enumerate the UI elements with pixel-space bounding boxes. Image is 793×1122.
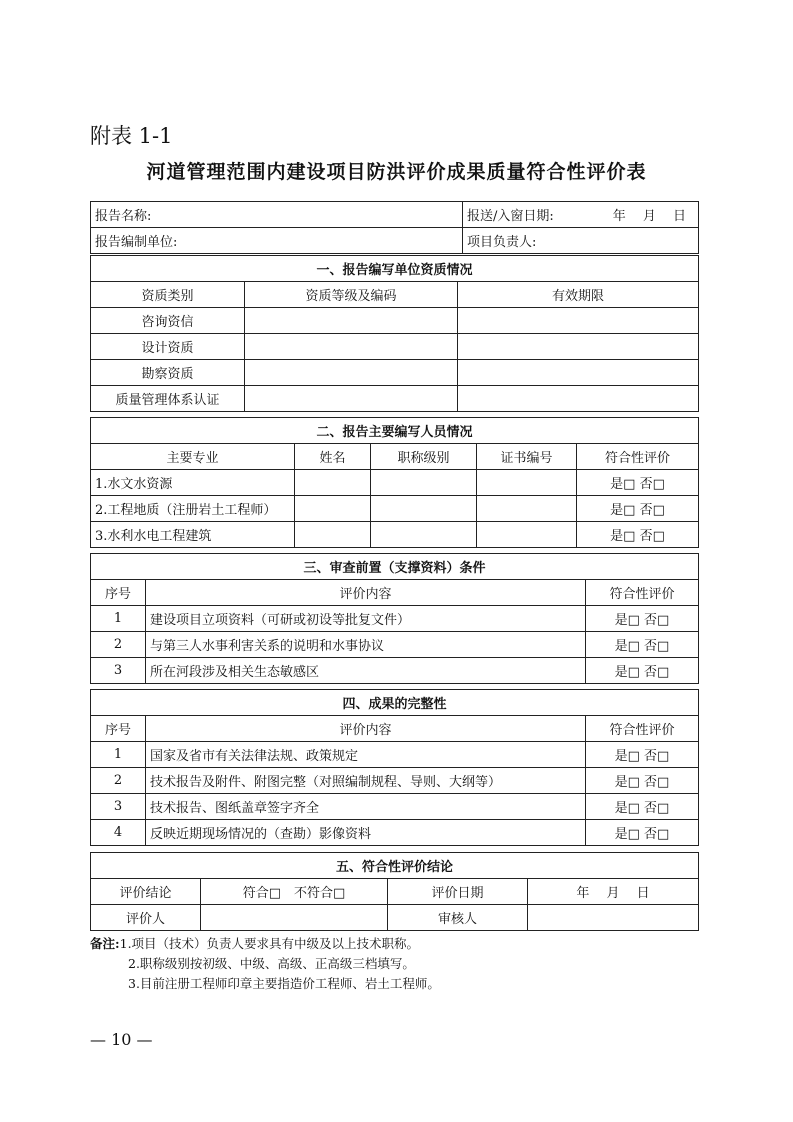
section4-title: 四、成果的完整性: [91, 690, 699, 716]
input-cell[interactable]: [245, 308, 458, 334]
yes-no-checkbox[interactable]: 是□ 否□: [577, 470, 699, 496]
row-content: 与第三人水事利害关系的说明和水事协议: [146, 632, 586, 658]
input-cell[interactable]: [458, 360, 699, 386]
yes-no-checkbox[interactable]: 是□ 否□: [586, 768, 699, 794]
input-cell[interactable]: [245, 334, 458, 360]
yes-no-checkbox[interactable]: 是□ 否□: [586, 794, 699, 820]
section3-col-no: 序号: [91, 580, 146, 606]
section1-table: [90, 255, 699, 412]
section2-title: 二、报告主要编写人员情况: [91, 418, 699, 444]
row-content: 建设项目立项资料（可研或初设等批复文件）: [146, 606, 586, 632]
section2-row-major: 3.水利水电工程建筑: [91, 522, 295, 548]
section1-col-validity: 有效期限: [458, 282, 699, 308]
row-content: 技术报告、图纸盖章签字齐全: [146, 794, 586, 820]
input-cell[interactable]: [458, 308, 699, 334]
section2-col-name: 姓名: [295, 444, 371, 470]
input-cell[interactable]: [295, 470, 371, 496]
reviewer-input[interactable]: [528, 905, 699, 931]
conclusion-label: 评价结论: [91, 879, 201, 905]
yes-no-checkbox[interactable]: 是□ 否□: [586, 658, 699, 684]
note-item: 1.项目（技术）负责人要求具有中级及以上技术职称。: [119, 936, 420, 951]
section3-col-content: 评价内容: [146, 580, 586, 606]
section3-title: 三、审查前置（支撑资料）条件: [91, 554, 699, 580]
section2-col-eval: 符合性评价: [577, 444, 699, 470]
row-number: 1: [91, 606, 146, 632]
section1-col-grade: 资质等级及编码: [245, 282, 458, 308]
input-cell[interactable]: [295, 522, 371, 548]
note-item: 3.目前注册工程师印章主要指造价工程师、岩土工程师。: [128, 976, 440, 991]
section2-table: [90, 417, 699, 548]
input-cell[interactable]: [371, 470, 477, 496]
row-number: 2: [91, 768, 146, 794]
row-number: 4: [91, 820, 146, 846]
section2-col-title-level: 职称级别: [371, 444, 477, 470]
section2-row-major: 2.工程地质（注册岩土工程师）: [91, 496, 295, 522]
yes-no-checkbox[interactable]: 是□ 否□: [586, 606, 699, 632]
submit-date-label: 报送/入窗日期:: [467, 209, 554, 224]
report-name-label: 报告名称:: [91, 202, 463, 228]
section4-col-content: 评价内容: [146, 716, 586, 742]
yes-no-checkbox[interactable]: 是□ 否□: [586, 742, 699, 768]
evaluator-input[interactable]: [201, 905, 388, 931]
row-number: 3: [91, 794, 146, 820]
input-cell[interactable]: [371, 522, 477, 548]
section5-title: 五、符合性评价结论: [91, 853, 699, 879]
form-title: 河道管理范围内建设项目防洪评价成果质量符合性评价表: [146, 161, 647, 183]
page-number: — 10 —: [90, 1030, 153, 1049]
conclusion-checkboxes[interactable]: 符合□ 不符合□: [201, 879, 388, 905]
evaluator-label: 评价人: [91, 905, 201, 931]
row-content: 所在河段涉及相关生态敏感区: [146, 658, 586, 684]
section3-table: [90, 553, 699, 684]
yes-no-checkbox[interactable]: 是□ 否□: [577, 522, 699, 548]
section4-col-eval: 符合性评价: [586, 716, 699, 742]
row-content: 反映近期现场情况的（查勘）影像资料: [146, 820, 586, 846]
section4-col-no: 序号: [91, 716, 146, 742]
reviewer-label: 审核人: [388, 905, 528, 931]
section1-title: 一、报告编写单位资质情况: [91, 256, 699, 282]
compiler-label: 报告编制单位:: [91, 228, 463, 254]
yes-no-checkbox[interactable]: 是□ 否□: [586, 820, 699, 846]
row-content: 技术报告及附件、附图完整（对照编制规程、导则、大纲等）: [146, 768, 586, 794]
section5-table: [90, 852, 699, 931]
yes-no-checkbox[interactable]: 是□ 否□: [577, 496, 699, 522]
submit-date-value: 年 月 日: [612, 209, 686, 224]
section1-row: 质量管理体系认证: [91, 386, 245, 412]
row-number: 3: [91, 658, 146, 684]
note-line: [90, 934, 440, 954]
section1-row: 设计资质: [91, 334, 245, 360]
input-cell[interactable]: [371, 496, 477, 522]
project-lead-label: 项目负责人:: [463, 228, 699, 254]
section1-col-type: 资质类别: [91, 282, 245, 308]
input-cell[interactable]: [295, 496, 371, 522]
section2-col-cert-no: 证书编号: [477, 444, 577, 470]
input-cell[interactable]: [458, 386, 699, 412]
notes-label: 备注:: [90, 936, 120, 951]
section2-col-major: 主要专业: [91, 444, 295, 470]
input-cell[interactable]: [245, 386, 458, 412]
yes-no-checkbox[interactable]: 是□ 否□: [586, 632, 699, 658]
input-cell[interactable]: [458, 334, 699, 360]
section1-row: 勘察资质: [91, 360, 245, 386]
appendix-label: 附表 1-1: [90, 124, 173, 148]
eval-date-value[interactable]: 年 月 日: [528, 879, 699, 905]
input-cell[interactable]: [477, 522, 577, 548]
notes: [90, 934, 440, 994]
input-cell[interactable]: [245, 360, 458, 386]
input-cell[interactable]: [477, 496, 577, 522]
row-number: 2: [91, 632, 146, 658]
row-content: 国家及省市有关法律法规、政策规定: [146, 742, 586, 768]
section1-row: 咨询资信: [91, 308, 245, 334]
submit-date-cell: [463, 202, 699, 228]
note-item: 2.职称级别按初级、中级、高级、正高级三档填写。: [128, 956, 415, 971]
row-number: 1: [91, 742, 146, 768]
section3-col-eval: 符合性评价: [586, 580, 699, 606]
section2-row-major: 1.水文水资源: [91, 470, 295, 496]
section4-table: [90, 689, 699, 846]
input-cell[interactable]: [477, 470, 577, 496]
header-table: [90, 201, 699, 254]
eval-date-label: 评价日期: [388, 879, 528, 905]
